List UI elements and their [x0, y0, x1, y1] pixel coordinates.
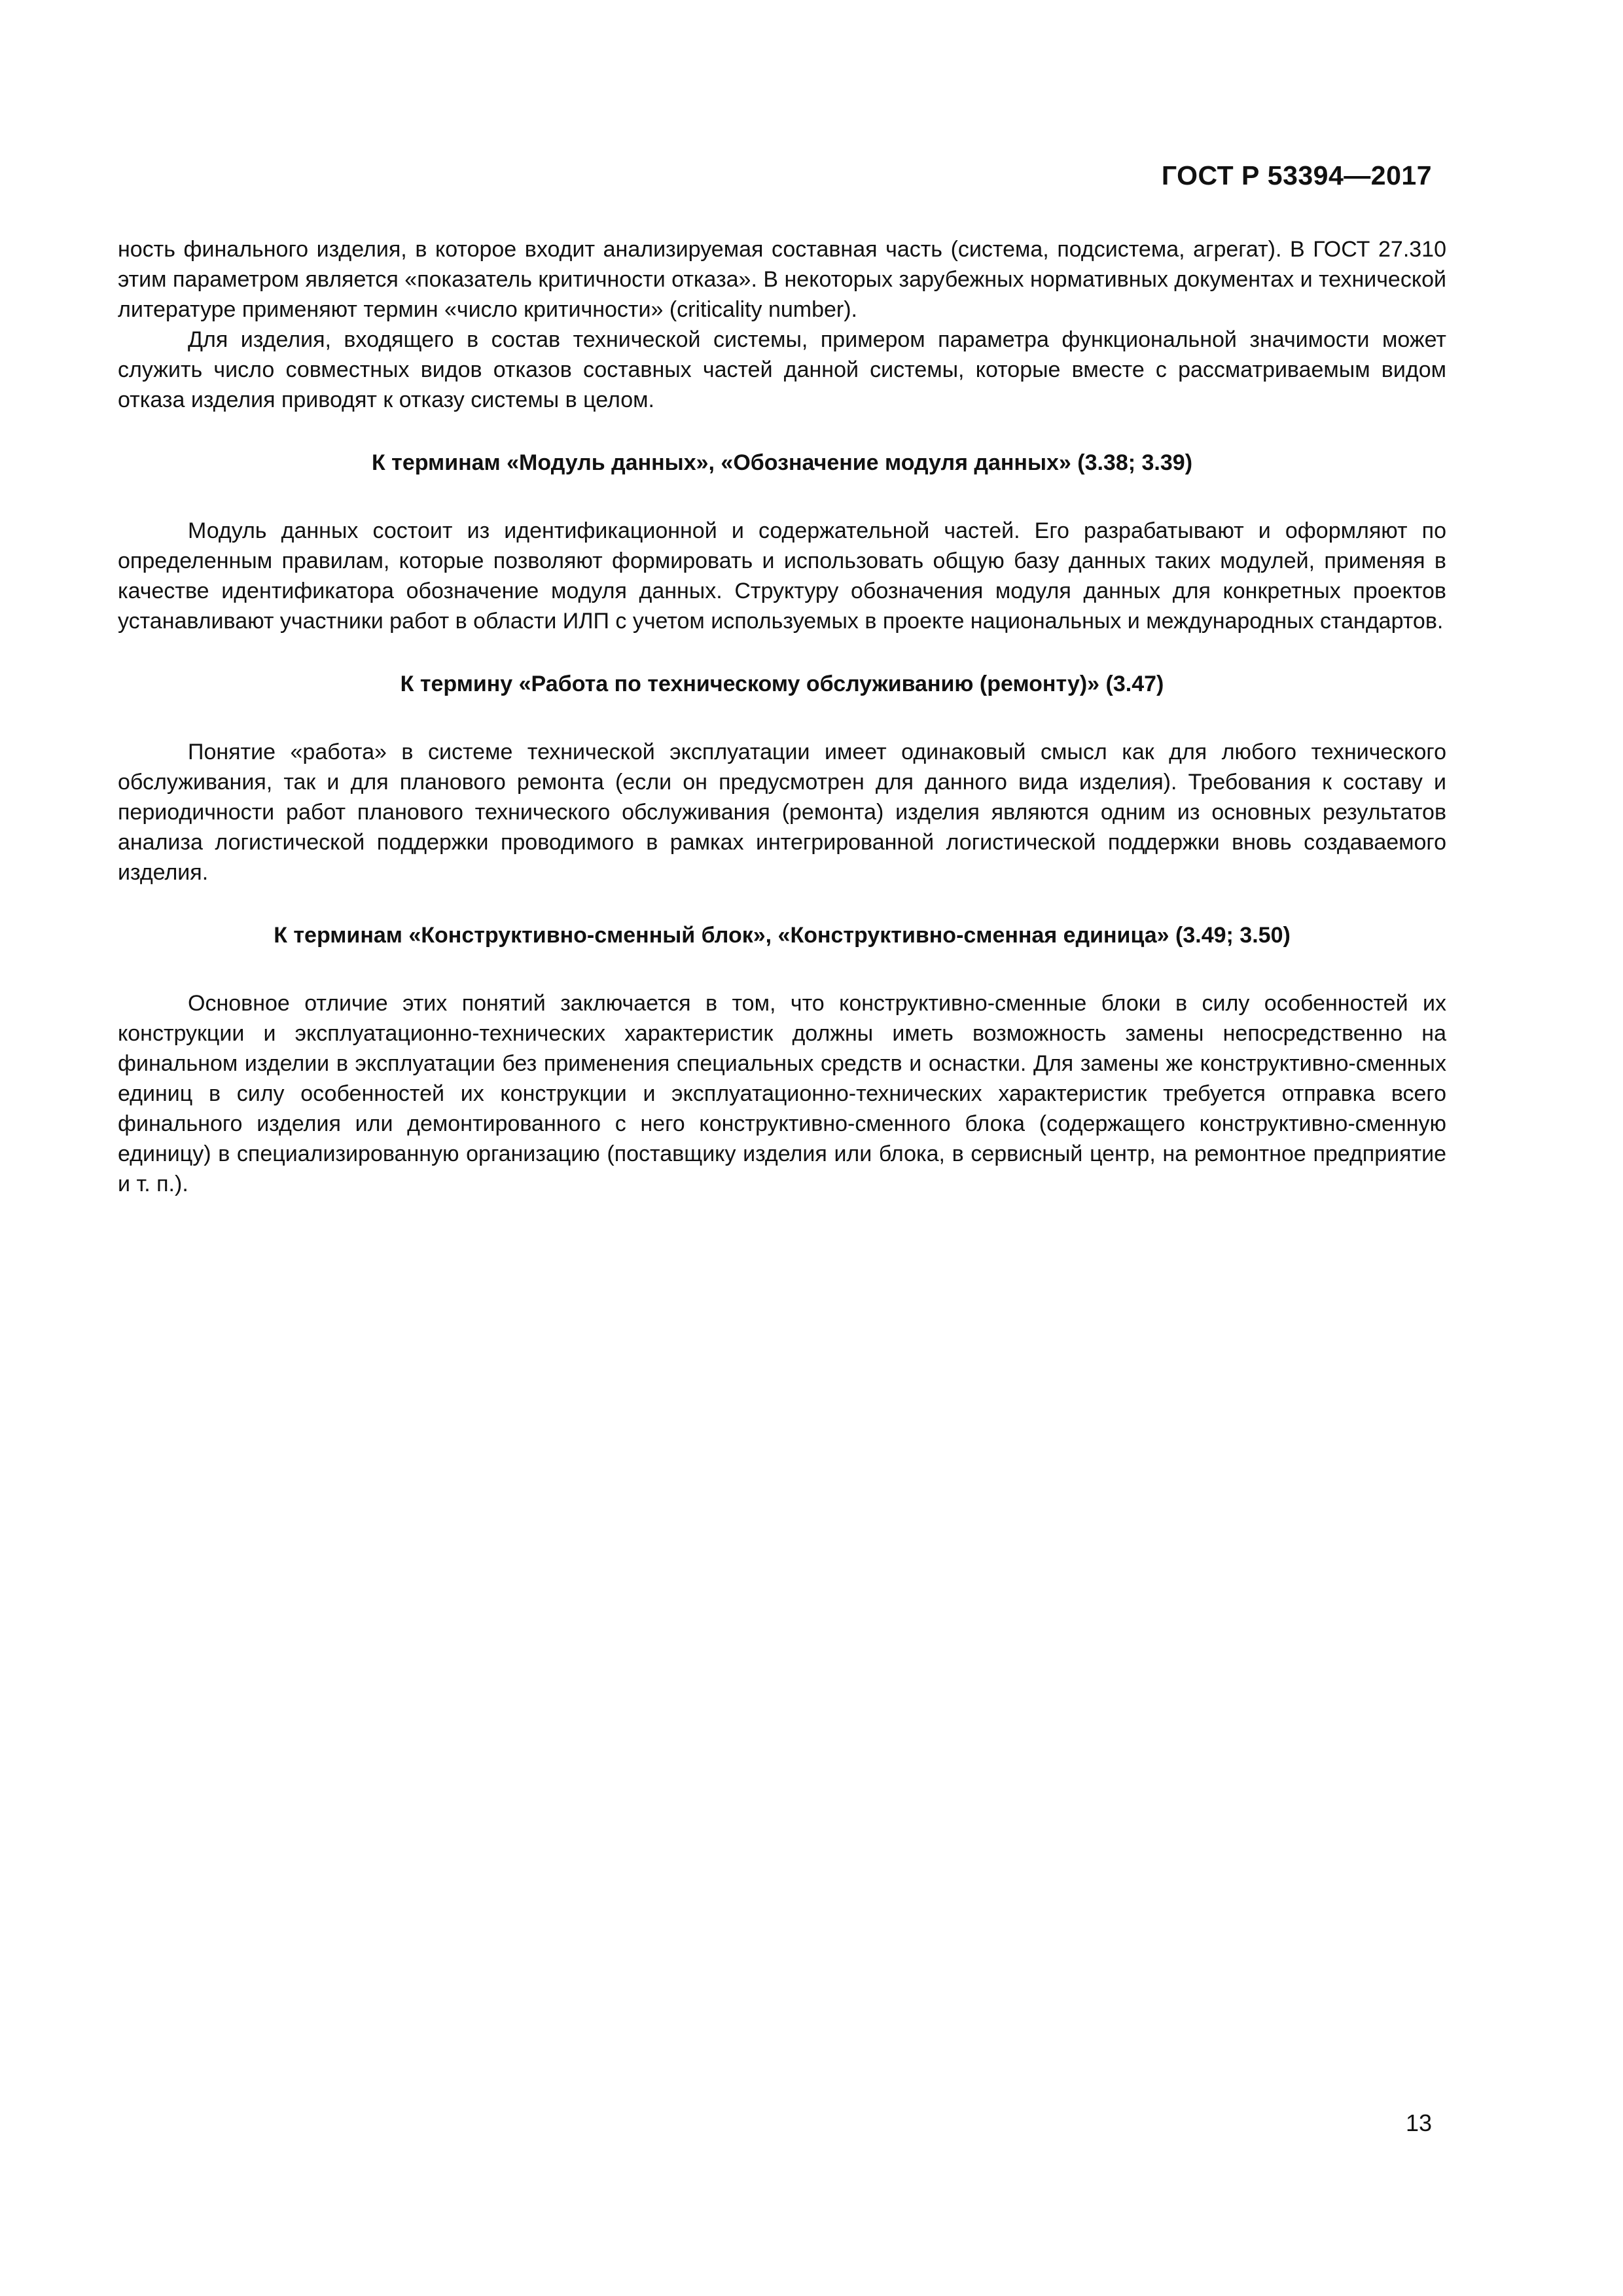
intro-paragraph: Для изделия, входящего в состав технической системы, примером параметра функциональной значимости может служить число совместных видов отказов составных частей данной системы, которые вместе с рассматриваемым видом отказа изделия приводят к отказу системы в целом.	[118, 327, 1446, 412]
page-content	[118, 234, 1446, 1199]
page-number: 13	[1405, 2109, 1432, 2136]
section-heading-data-module: К терминам «Модуль данных», «Обозначение модуля данных» (3.38; 3.39)	[371, 450, 1193, 475]
section-text-replaceable-units: Основное отличие этих понятий заключается в том, что конструктивно-сменные блоки в силу особенностей их конструкции и эксплуатационно-технических характеристик должны иметь возможность замены непосредственно на финальном изделии в эксплуатации без применения специальных средств и оснастки. Для замены же конструктивно-сменных единиц в силу особенностей их конструкции и эксплуатационно-технических характеристик требуется отправка всего финального изделия или демонтированного с него конструктивно-сменного блока (содержащего конструктивно-сменную единицу) в специализированную организацию (поставщику изделия или блока, в сервисный центр, на ремонтное предприятие и т. п.).	[118, 991, 1446, 1196]
intro-paragraph-continuation: ность финального изделия, в которое входит анализируемая составная часть (система, подсистема, агрегат). В ГОСТ 27.310 этим параметром является «показатель критичности отказа». В некоторых зарубежных нормативных документах и технической литературе применяют термин «число критичности» (criticality number).	[118, 237, 1446, 322]
section-heading-maintenance-work: К термину «Работа по техническому обслуживанию (ремонту)» (3.47)	[400, 672, 1164, 696]
section-text-data-module: Модуль данных состоит из идентификационной и содержательной частей. Его разрабатывают и оформляют по определенным правилам, которые позволяют формировать и использовать общую базу данных таких модулей, применяя в качестве идентификатора обозначение модуля данных. Структуру обозначения модуля данных для конкретных проектов устанавливают участники работ в области ИЛП с учетом используемых в проекте национальных и международных стандартов.	[118, 518, 1446, 634]
section-text-maintenance-work: Понятие «работа» в системе технической эксплуатации имеет одинаковый смысл как для любого технического обслуживания, так и для планового ремонта (если он предусмотрен для данного вида изделия). Требования к составу и периодичности работ планового технического обслуживания (ремонта) изделия являются одним из основных результатов анализа логистической поддержки проводимого в рамках интегрированной логистической поддержки вновь создаваемого изделия.	[118, 740, 1446, 885]
section-heading-replaceable-units: К терминам «Конструктивно-сменный блок», «Конструктивно-сменная единица» (3.49; 3.50)	[274, 923, 1291, 948]
document-code: ГОСТ Р 53394—2017	[1161, 160, 1432, 190]
